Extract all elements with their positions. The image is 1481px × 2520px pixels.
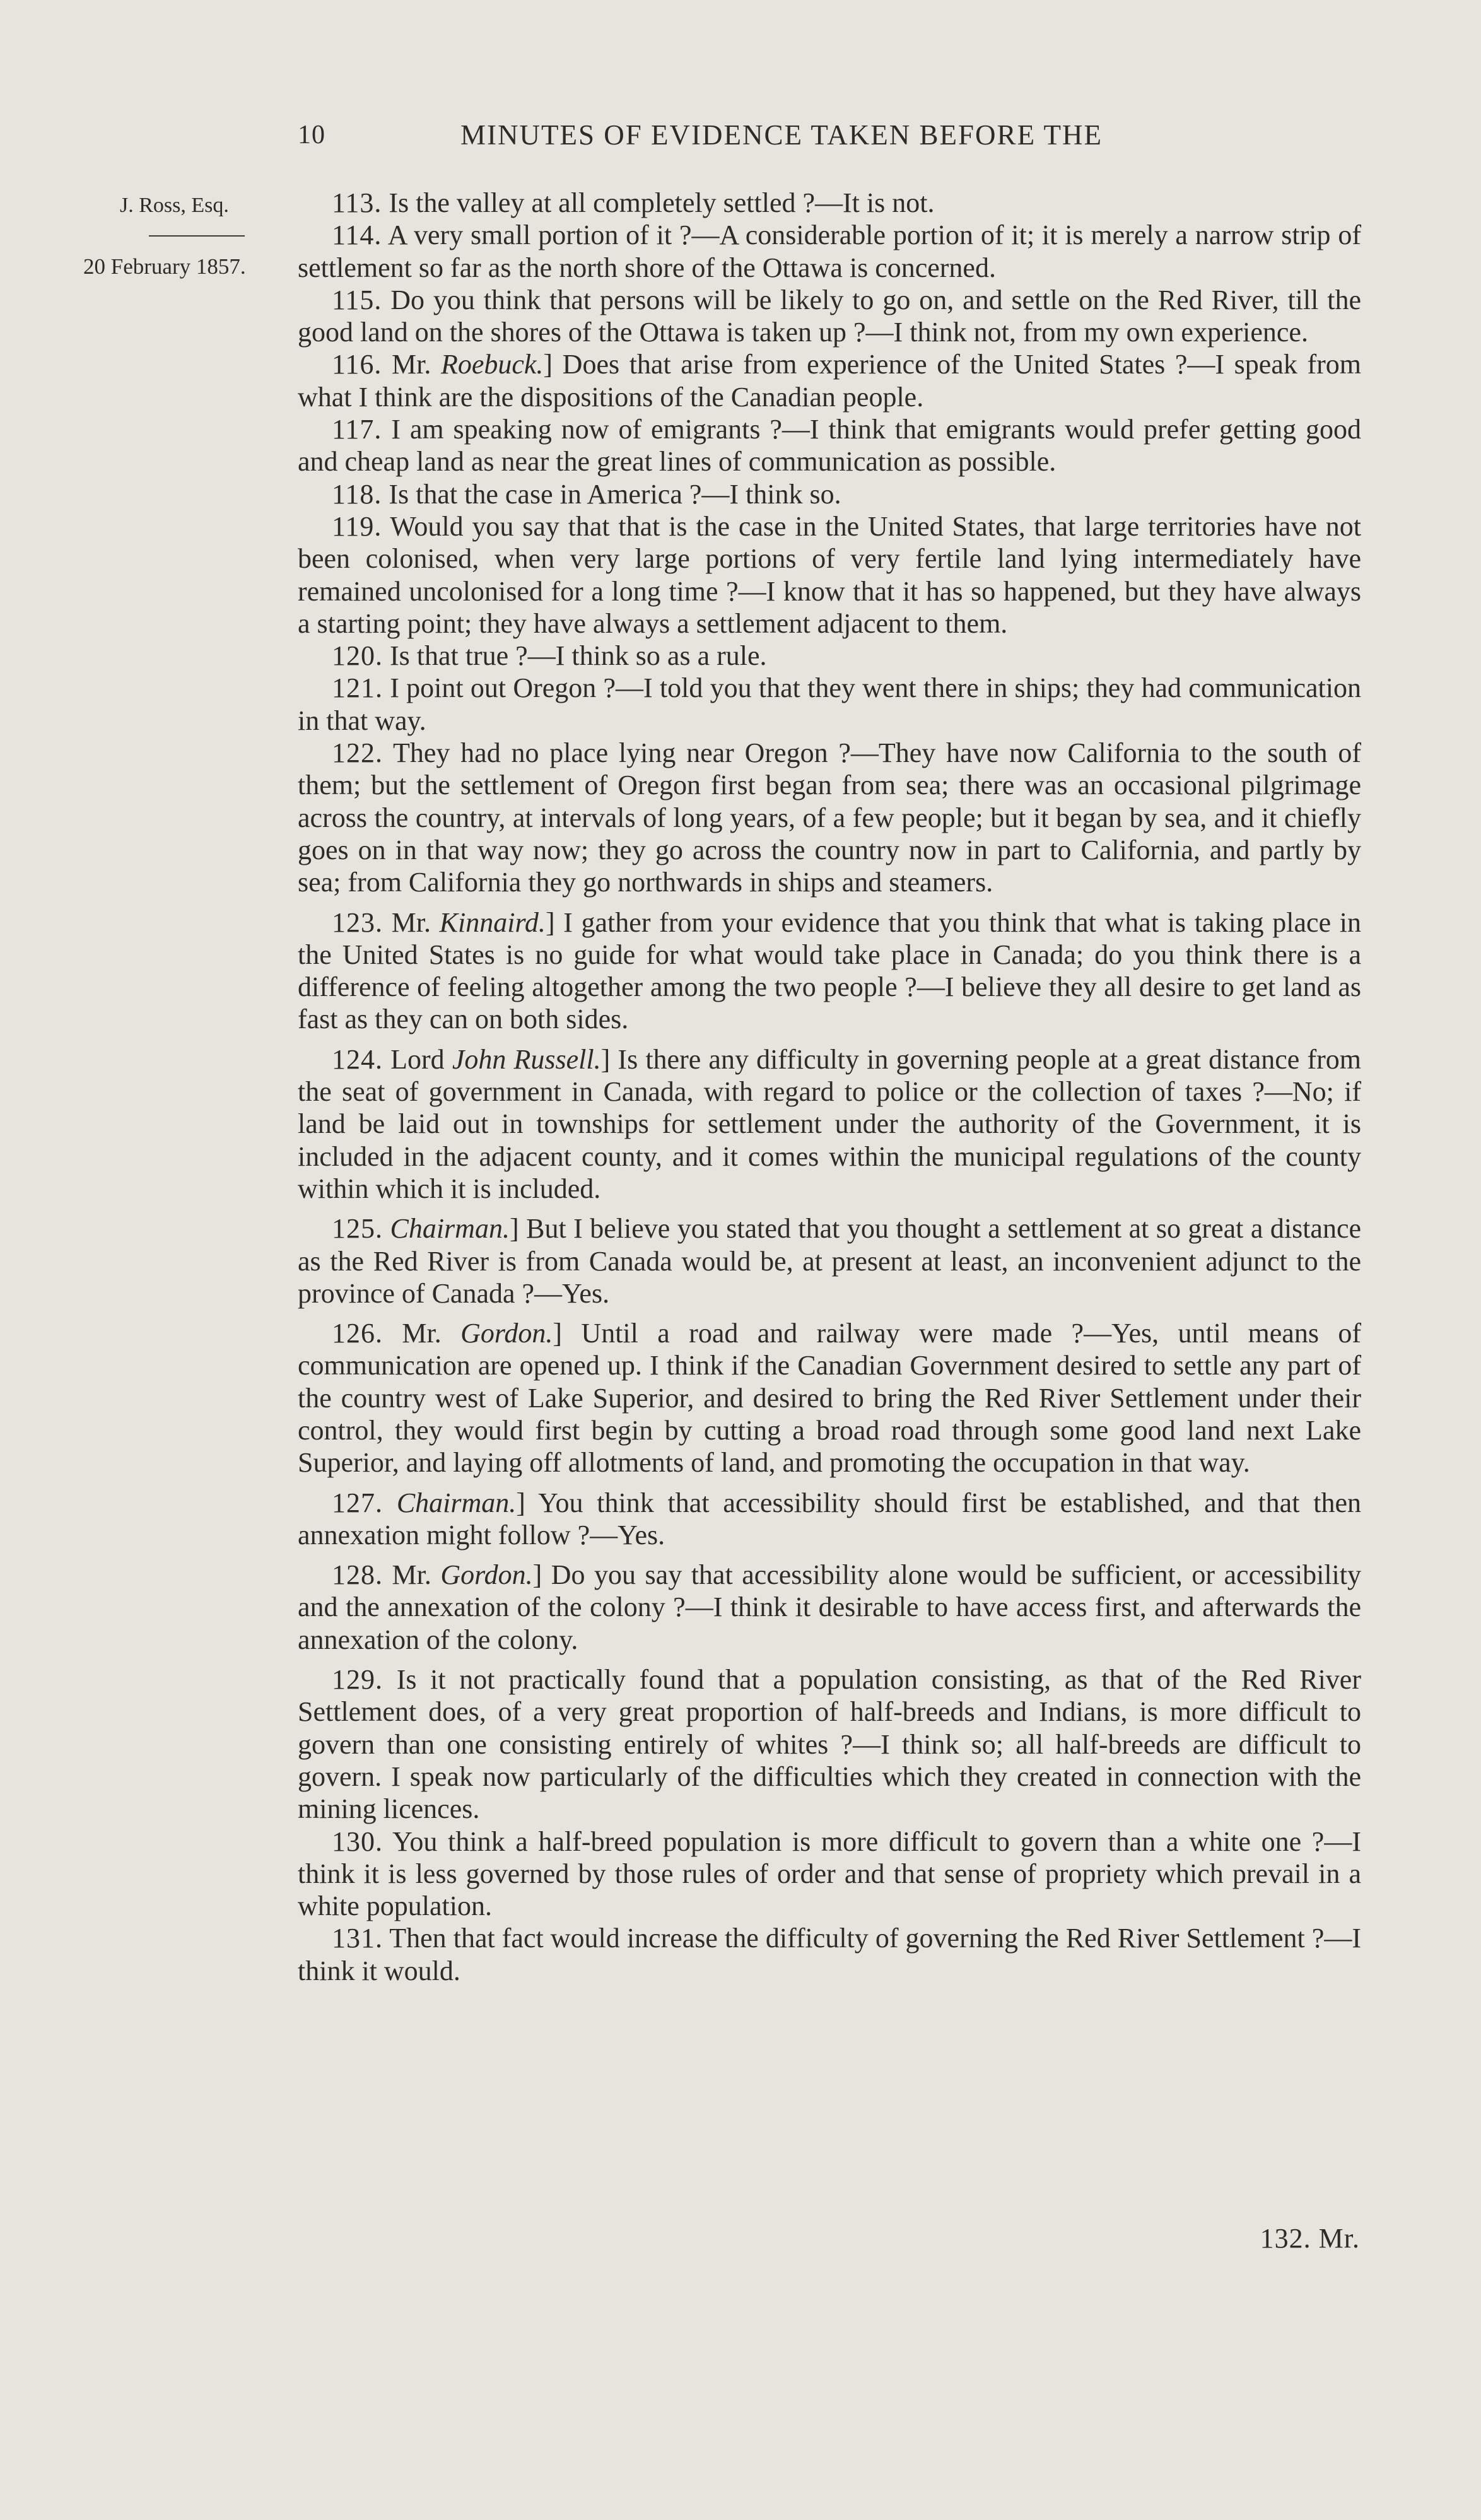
question-number: 123.	[332, 906, 383, 938]
question-130	[298, 1826, 1361, 1923]
question-text: I am speaking now of emigrants ?—I think that emigrants would prefer getting good and cheap land as near the great lines of communication as possible.	[298, 414, 1361, 478]
question-text: Then that fact would increase the difficulty of governing the Red River Settlement ?—I think it would.	[298, 1923, 1361, 1986]
speaker-bracket: ]	[600, 1043, 611, 1075]
question-129	[298, 1663, 1361, 1825]
speaker-bracket: ]	[543, 349, 553, 380]
question-text: Is there any difficulty in governing people at a great distance from the seat of government in Canada, with regard to police or the collection of taxes ?—No; if land be laid out in townships for settlement under the authority of the Government, it is included in the adjacent county, and it comes within the municipal regulations of the county within which it is included.	[298, 1043, 1362, 1204]
question-text: But I believe you stated that you thought a settlement at so great a distance as the Red River is from Canada would be, at present at least, an inconvenient adjunct to the province of Canada ?—Yes.	[298, 1213, 1362, 1309]
question-120	[298, 640, 1361, 672]
question-text: You think that accessibility should first be established, and that then annexation might follow ?—Yes.	[298, 1487, 1361, 1550]
speaker-name: Chairman.	[396, 1487, 517, 1518]
question-number: 120.	[332, 640, 383, 672]
speaker-name: John Russell.	[452, 1043, 601, 1075]
question-text: I gather from your evidence that you think that what is taking place in the United States is no guide for what would take place in Canada; do you think there is a difference of feeling altogether among the two people ?—I believe they all desire to get land as fast as they can on both sides.	[298, 906, 1361, 1035]
question-114	[298, 219, 1361, 284]
question-number: 127.	[332, 1487, 383, 1518]
sidenote-witness: J. Ross, Esq.	[120, 194, 229, 217]
question-number: 122.	[332, 737, 383, 769]
question-number: 114.	[332, 220, 382, 251]
question-131	[298, 1922, 1361, 1987]
speaker-title: Mr.	[383, 1318, 461, 1349]
question-text: Is that true ?—I think so as a rule.	[383, 640, 767, 672]
question-text: They had no place lying near Oregon ?—They have now California to the south of them; but the settlement of Oregon first began from sea; there was an occasional pilgrimage across the country, at intervals of long years, of a few people; but it began by sea, and it chiefly goes on in that way now; they go across the country now in part to California, and partly by sea; from California they go northwards in ships and steamers.	[298, 737, 1361, 898]
question-126	[298, 1317, 1361, 1479]
page-number: 10	[298, 120, 325, 149]
question-122	[298, 737, 1361, 898]
question-128	[298, 1559, 1361, 1656]
question-118	[298, 478, 1361, 510]
question-number: 118.	[332, 478, 382, 510]
question-number: 125.	[332, 1213, 383, 1245]
question-117	[298, 413, 1361, 478]
question-number: 130.	[332, 1826, 383, 1857]
question-text: Do you think that persons will be likely to go on, and settle on the Red River, till the good land on the shores of the Ottawa is taken up ?—I think not, from my own experience.	[298, 284, 1361, 348]
question-115	[298, 284, 1361, 349]
speaker-name: Gordon.	[440, 1559, 533, 1591]
speaker-title: Mr.	[382, 349, 441, 380]
sidenote-date: 20 February 1857.	[83, 254, 246, 279]
question-number: 131.	[332, 1923, 383, 1954]
question-124	[298, 1043, 1361, 1205]
question-127	[298, 1487, 1361, 1552]
question-number: 116.	[332, 349, 382, 380]
question-text: Would you say that that is the case in the United States, that large territories have not been colonised, when very large portions of very fertile land lying intermediately have remained uncolonised for a long time ?—I know that it has so happened, but they have always a starting point; they have always a settlement adjacent to them.	[298, 510, 1361, 639]
question-number: 121.	[332, 672, 383, 704]
question-number: 128.	[332, 1559, 383, 1591]
speaker-name: Kinnaird.	[439, 906, 546, 938]
sidenote-rule	[149, 235, 245, 237]
speaker-title: Lord	[383, 1043, 452, 1075]
question-text: I point out Oregon ?—I told you that they went there in ships; they had communication in that way.	[298, 672, 1361, 736]
question-number: 124.	[332, 1043, 383, 1075]
speaker-bracket: ]	[532, 1559, 542, 1591]
speaker-bracket: ]	[516, 1487, 525, 1518]
question-number: 117.	[332, 414, 382, 445]
question-text: A very small portion of it ?—A considerable portion of it; it is merely a narrow strip of settlement so far as the north shore of the Ottawa is concerned.	[298, 220, 1361, 283]
question-number: 126.	[332, 1318, 383, 1349]
question-text: Is the valley at all completely settled ?—It is not.	[382, 187, 935, 218]
question-number: 113.	[332, 187, 382, 218]
question-119	[298, 510, 1361, 640]
speaker-name: Roebuck.	[440, 349, 544, 380]
evidence-body	[298, 187, 1361, 1987]
speaker-title	[383, 1487, 397, 1518]
speaker-title: Mr.	[383, 1559, 441, 1591]
speaker-name: Chairman.	[390, 1213, 510, 1245]
speaker-bracket: ]	[553, 1318, 563, 1349]
running-head: MINUTES OF EVIDENCE TAKEN BEFORE THE	[460, 119, 1103, 151]
question-text: Do you say that accessibility alone would be sufficient, or accessibility and the annexation of the colony ?—I think it desirable to have access first, and afterwards the annexation of the colony.	[298, 1559, 1361, 1655]
speaker-title	[383, 1213, 390, 1244]
question-text: You think a half-breed population is more difficult to govern than a white one ?—I think it is less governed by those rules of order and that sense of propriety which prevail in a white population.	[298, 1826, 1361, 1922]
question-number: 119.	[332, 510, 382, 542]
speaker-name: Gordon.	[460, 1318, 553, 1349]
question-text: Until a road and railway were made ?—Yes, until means of communication are opened up. I think if the Canadian Government desired to settle any part of the country west of Lake Superior, and desired to bring the Red River Settlement under their control, they would first begin by cutting a broad road through some good land next Lake Superior, and laying off allotments of land, and promoting the occupation in that way.	[298, 1318, 1361, 1479]
speaker-bracket: ]	[545, 906, 555, 938]
question-number: 115.	[332, 284, 382, 315]
question-text: Does that arise from experience of the United States ?—I speak from what I think are the dispositions of the Canadian people.	[298, 349, 1361, 413]
question-123	[298, 906, 1361, 1036]
question-116	[298, 348, 1361, 413]
question-125	[298, 1212, 1361, 1310]
speaker-title: Mr.	[383, 906, 440, 938]
question-121	[298, 672, 1361, 737]
speaker-bracket: ]	[509, 1213, 519, 1245]
question-text: Is that the case in America ?—I think so.	[382, 478, 841, 510]
question-number: 129.	[332, 1664, 383, 1696]
question-text: Is it not practically found that a population consisting, as that of the Red River Settlement does, of a very great proportion of half-breeds and Indians, is more difficult to govern than one consisting entirely of whites ?—I think so; all half-breeds are difficult to govern. I speak now particularly of the difficulties which they created in connection with the mining licences.	[298, 1664, 1361, 1825]
question-113	[298, 187, 1361, 219]
catchword: 132. Mr.	[1260, 2223, 1360, 2254]
